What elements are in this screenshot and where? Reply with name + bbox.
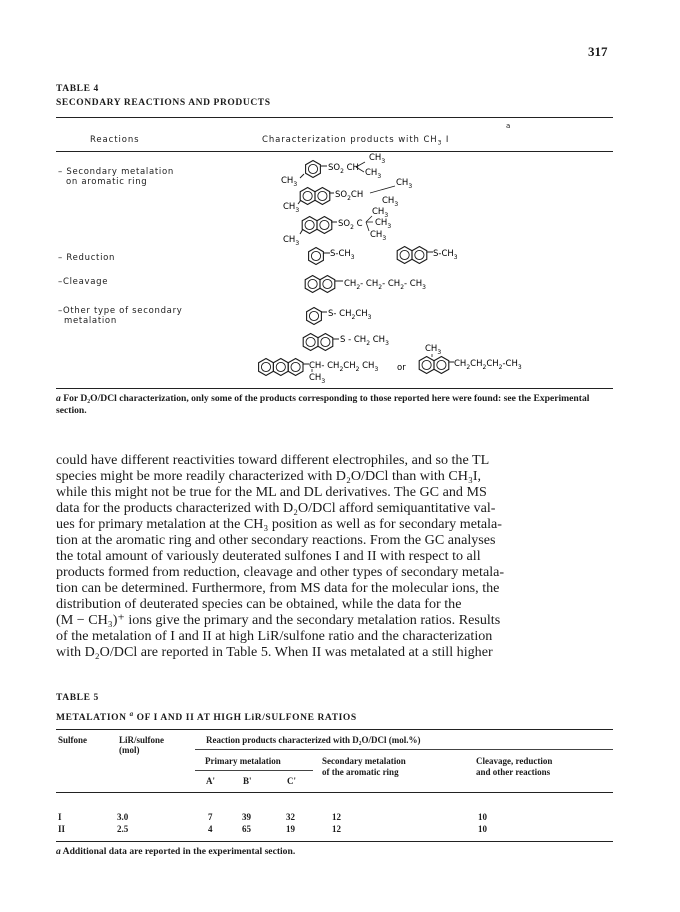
table5-header-a: A' (206, 776, 215, 786)
struct-1 (281, 153, 385, 188)
struct-reduction-1 (309, 248, 355, 265)
struct-other-2 (303, 334, 389, 351)
struct-2-sulfonyl: $SO_2CH$ (335, 190, 364, 202)
table4-title: SECONDARY REACTIONS AND PRODUCTS (56, 98, 271, 108)
body-line: the total amount of variously deuterated sulfones I and II with respect to all (56, 548, 481, 564)
table5-primary-rule (195, 770, 313, 771)
table5-header-rule (56, 792, 613, 793)
struct-cleavage (305, 276, 426, 293)
table5-title: METALATION $^a$ OF I AND II AT HIGH LiR/SULFONE RATIOS (56, 710, 357, 724)
table4-label: TABLE 4 (56, 84, 99, 94)
struct-2-ch3-top: $CH_3$ (396, 178, 413, 190)
body-line: ues for primary metalation at the CH₃ position as well as for secondary metala- (56, 516, 502, 532)
struct-other-4-ch3: $CH_3$ (425, 344, 442, 356)
struct-1-ch3-bottom: $CH_3$ (365, 168, 382, 180)
table5-label: TABLE 5 (56, 693, 99, 703)
table5-header-b: B' (243, 776, 252, 786)
table4-bottom-rule (56, 388, 613, 389)
struct-other-3-chain: CH- $CH_2CH_2$ $CH_3$ (309, 361, 379, 373)
struct-cleavage-chain: $CH_2-$ $CH_2-$ $CH_2-$ $CH_3$ (344, 279, 426, 291)
table4-header-note-mark: a (506, 122, 511, 130)
body-line: products formed from reduction, cleavage and other types of secondary metala- (56, 564, 505, 580)
struct-2-ch3-left: $CH_3$ (283, 202, 300, 214)
table5-header-sulfone: Sulfone (58, 735, 88, 745)
body-line: species might be more readily characterized with D₂O/DCl than with CH₃I, (56, 468, 482, 484)
body-line: could have different reactivities toward different electrophiles, and so the TL (56, 452, 490, 468)
body-line: (M − CH₃)⁺ ions give the primary and the secondary metalation ratios. Results (56, 612, 501, 628)
struct-2 (283, 178, 412, 214)
body-line: tion can be determined. Furthermore, from MS data for the molecular ions, the (56, 580, 500, 596)
struct-other-1 (307, 308, 372, 325)
table5-header-primary: Primary metalation (205, 756, 281, 766)
table4-row-cleavage: –Cleavage (58, 277, 109, 287)
struct-other-3-ch3: $CH_3$ (309, 373, 326, 385)
body-line: tion at the aromatic ring and other secondary reactions. From the GC analyses (56, 532, 496, 548)
table5-header-cleavage: Cleavage, reduction and other reactions (476, 756, 553, 777)
table5-header-secondary: Secondary metalation of the aromatic ring (322, 756, 406, 777)
table4-row-secondary-metalation: – Secondary metalation on aromatic ring (58, 167, 174, 187)
struct-or-label: or (397, 363, 406, 373)
body-line: with D₂O/DCl are reported in Table 5. When II was metalated at a still higher (56, 644, 493, 660)
struct-other-4-chain: $CH_2CH_2CH_2-CH_3$ (454, 359, 522, 371)
table5-header-c: C' (287, 776, 296, 786)
table4-row-other-metalation: –Other type of secondary metalation (58, 306, 183, 326)
struct-other-3 (259, 344, 522, 385)
struct-reduction-2 (397, 247, 458, 264)
struct-3-ch3-bottom: $CH_3$ (370, 230, 387, 242)
struct-reduction-2-label: $S-CH_3$ (433, 249, 458, 261)
table4-row-reduction: – Reduction (58, 253, 116, 263)
page-number: 317 (588, 44, 608, 59)
table4-header-reactions: Reactions (90, 135, 140, 145)
struct-1-sulfonyl: $SO_2$ CH (328, 163, 359, 175)
struct-1-ch3-top: $CH_3$ (369, 153, 386, 165)
struct-3-sulfonyl: $SO_2$ C (338, 219, 363, 231)
struct-3 (283, 207, 391, 247)
table5-footnote: a Additional data are reported in the experimental section. (56, 846, 296, 857)
table4-header-characterization: Characterization products with $CH_3$ I (262, 135, 450, 147)
table5-footnote-mark: a (56, 846, 61, 857)
table4-footnote-mark: a (56, 393, 61, 404)
table5-top-rule (56, 729, 613, 730)
body-paragraph (56, 452, 613, 660)
table5-products-rule (195, 749, 613, 750)
body-line: distribution of deuterated species can be obtained, while the data for the (56, 596, 462, 612)
table4-footnote: a For D₂O/DCl characterization, only some of the products corresponding to those reported here were found: see the Experimental section. (56, 393, 590, 416)
table4-structures (0, 0, 680, 400)
body-line: of the metalation of I and II at high LiR/sulfone ratio and the characterization (56, 628, 493, 644)
struct-other-2-label: S - $CH_2$ $CH_3$ (340, 335, 389, 347)
struct-2-ch3-bottom: $CH_3$ (382, 196, 399, 208)
struct-reduction-1-label: $S-CH_3$ (330, 249, 355, 261)
struct-3-ch3-mid: $CH_3$ (375, 218, 392, 230)
body-line: while this might not be true for the ML and DL derivatives. The GC and MS (56, 484, 487, 500)
table5-header-products: Reaction products characterized with D₂O/DCl (mol.%) (206, 735, 421, 745)
struct-3-ch3-top: $CH_3$ (372, 207, 389, 219)
struct-3-ch3-left: $CH_3$ (283, 235, 300, 247)
struct-1-ch3-left: $CH_3$ (281, 176, 298, 188)
table5-bottom-rule (56, 841, 613, 842)
struct-other-1-label: S- $CH_2CH_3$ (328, 309, 372, 321)
table5-header-ratio: LiR/sulfone (mol) (119, 735, 165, 755)
body-line: data for the products characterized with D₂O/DCl afford semiquantitative val- (56, 500, 496, 516)
